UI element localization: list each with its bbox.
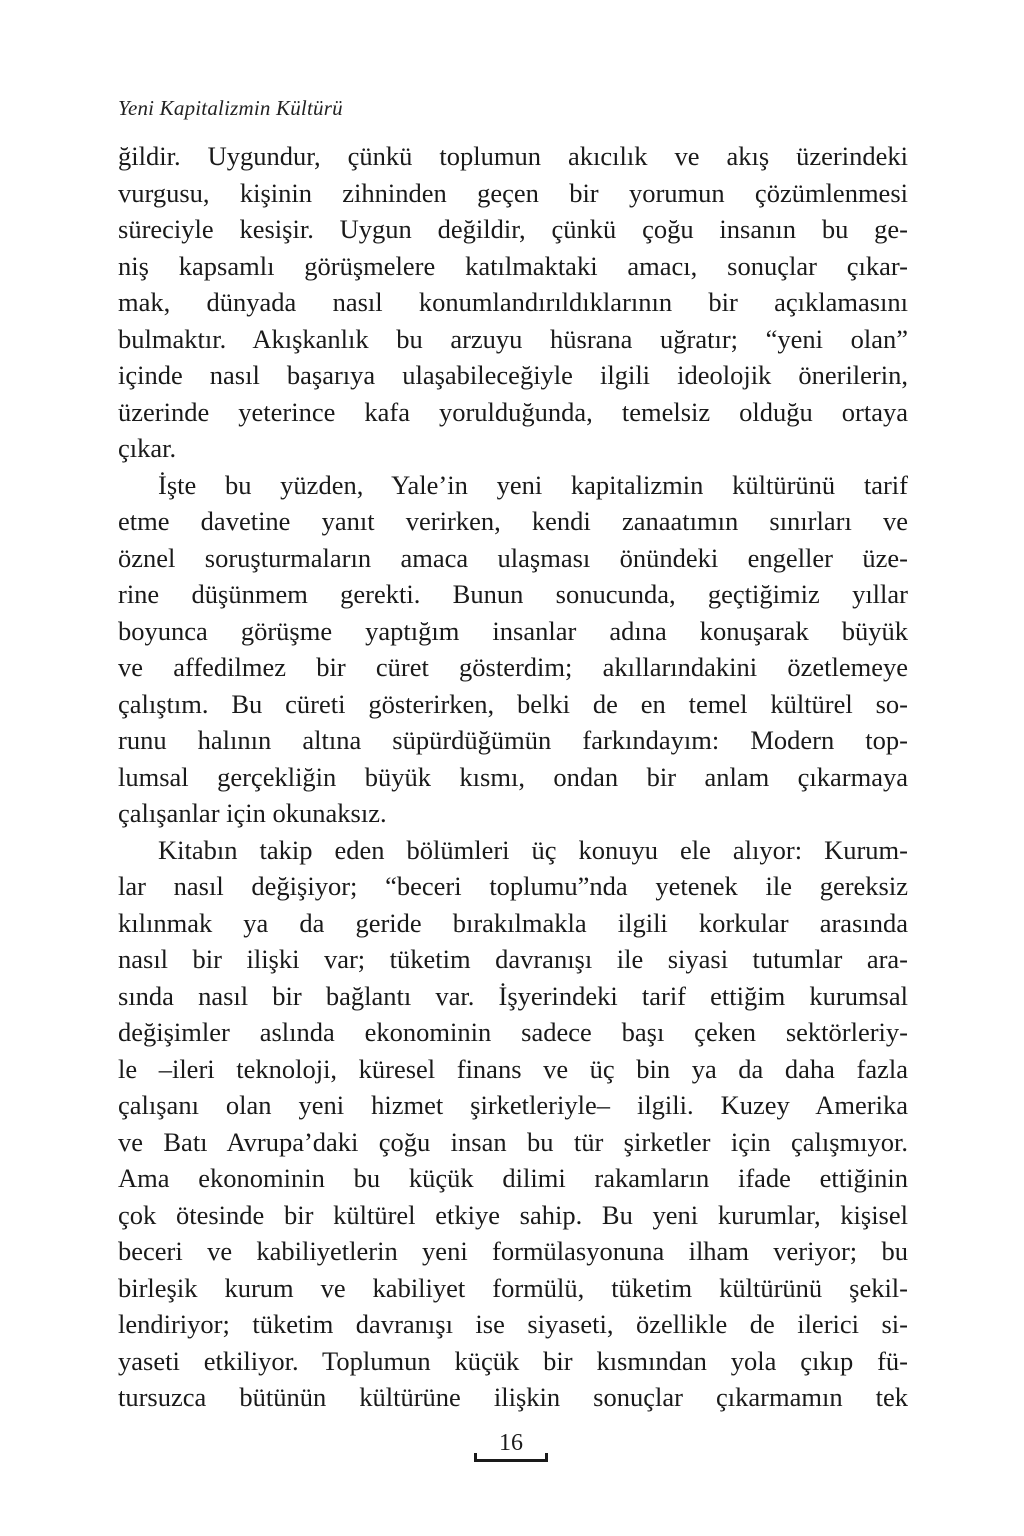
text-line: lar nasıl değişiyor; “beceri toplumu”nda yetenek ile gereksiz [118,871,908,901]
text-line: etme davetine yanıt verirken, kendi zanaatımın sınırları ve [118,506,908,536]
text-line: lendiriyor; tüketim davranışı ise siyaseti, özellikle de ilerici si- [118,1309,908,1339]
text-line: nasıl bir ilişki var; tüketim davranışı ile siyasi tutumlar ara- [118,944,908,974]
text-line: Kitabın takip eden bölümleri üç konuyu ele alıyor: Kurum- [158,834,908,865]
text-line: ve affedilmez bir cüret gösterdim; akıllarındakini özetlemeye [118,652,908,682]
text-line: içinde nasıl başarıya ulaşabileceğiyle ilgili ideolojik önerilerin, [118,360,908,390]
text-line: lumsal gerçekliğin büyük kısmı, ondan bir anlam çıkarmaya [118,761,908,792]
text-line: sında nasıl bir bağlantı var. İşyerindeki tarif ettiğim kurumsal [118,980,908,1011]
text-line: İşte bu yüzden, Yale’in yeni kapitalizmin kültürünü tarif [158,469,908,500]
text-line: niş kapsamlı görüşmelere katılmaktaki amacı, sonuçlar çıkar- [118,250,908,281]
page-number-rule [474,1459,548,1462]
text-line: çalışanlar için okunaksız. [118,798,387,828]
text-line: öznel soruşturmaların amaca ulaşması önündeki engeller üze- [118,542,908,573]
text-line: üzerinde yeterince kafa yorulduğunda, temelsiz olduğu ortaya [118,396,908,427]
text-line: çıkar. [118,433,177,463]
text-line: çalışanı olan yeni hizmet şirketleriyle– ilgili. Kuzey Amerika [118,1090,908,1120]
text-line: kılınmak ya da geride bırakılmakla ilgili korkular arasında [118,907,908,938]
text-line: beceri ve kabiliyetlerin yeni formülasyonuna ilham veriyor; bu [118,1236,908,1266]
text-line: tursuzca bütünün kültürüne ilişkin sonuçlar çıkarmamın tek [118,1382,908,1412]
text-line: yaseti etkiliyor. Toplumun küçük bir kısmından yola çıkıp fü- [118,1345,908,1376]
text-line: le –ileri teknoloji, küresel finans ve üç bin ya da daha fazla [118,1053,908,1084]
text-line: boyunca görüşme yaptığım insanlar adına konuşarak büyük [118,615,908,646]
text-line: çalıştım. Bu cüreti gösterirken, belki de en temel kültürel so- [118,688,908,719]
text-line: değişimler aslında ekonominin sadece başı çeken sektörleriy- [118,1017,908,1047]
text-line: ve Batı Avrupa’daki çoğu insan bu tür şirketler için çalışmıyor. [118,1126,908,1157]
text-line: runu halının altına süpürdüğümün farkındayım: Modern top- [118,725,908,755]
text-line: süreciyle kesişir. Uygun değildir, çünkü çoğu insanın bu ge- [118,214,908,244]
text-line: birleşik kurum ve kabiliyet formülü, tüketim kültürünü şekil- [118,1272,908,1303]
page-footer [468,1428,554,1468]
text-line: vurgusu, kişinin zihninden geçen bir yorumun çözümlenmesi [118,177,908,208]
text-line: mak, dünyada nasıl konumlandırıldıklarının bir açıklamasını [118,287,908,317]
running-header: Yeni Kapitalizmin Kültürü [118,96,343,120]
text-line: bulmaktır. Akışkanlık bu arzuyu hüsrana uğratır; “yeni olan” [118,323,908,354]
text-line: çok ötesinde bir kültürel etkiye sahip. Bu yeni kurumlar, kişisel [118,1199,908,1230]
text-line: Ama ekonominin bu küçük dilimi rakamların ifade ettiğinin [118,1163,908,1193]
body-text [118,138,908,1416]
text-line: rine düşünmem gerekti. Bunun sonucunda, geçtiğimiz yıllar [118,579,908,609]
text-line: ğildir. Uygundur, çünkü toplumun akıcılık ve akış üzerindeki [118,141,908,171]
page-number: 16 [499,1430,523,1456]
